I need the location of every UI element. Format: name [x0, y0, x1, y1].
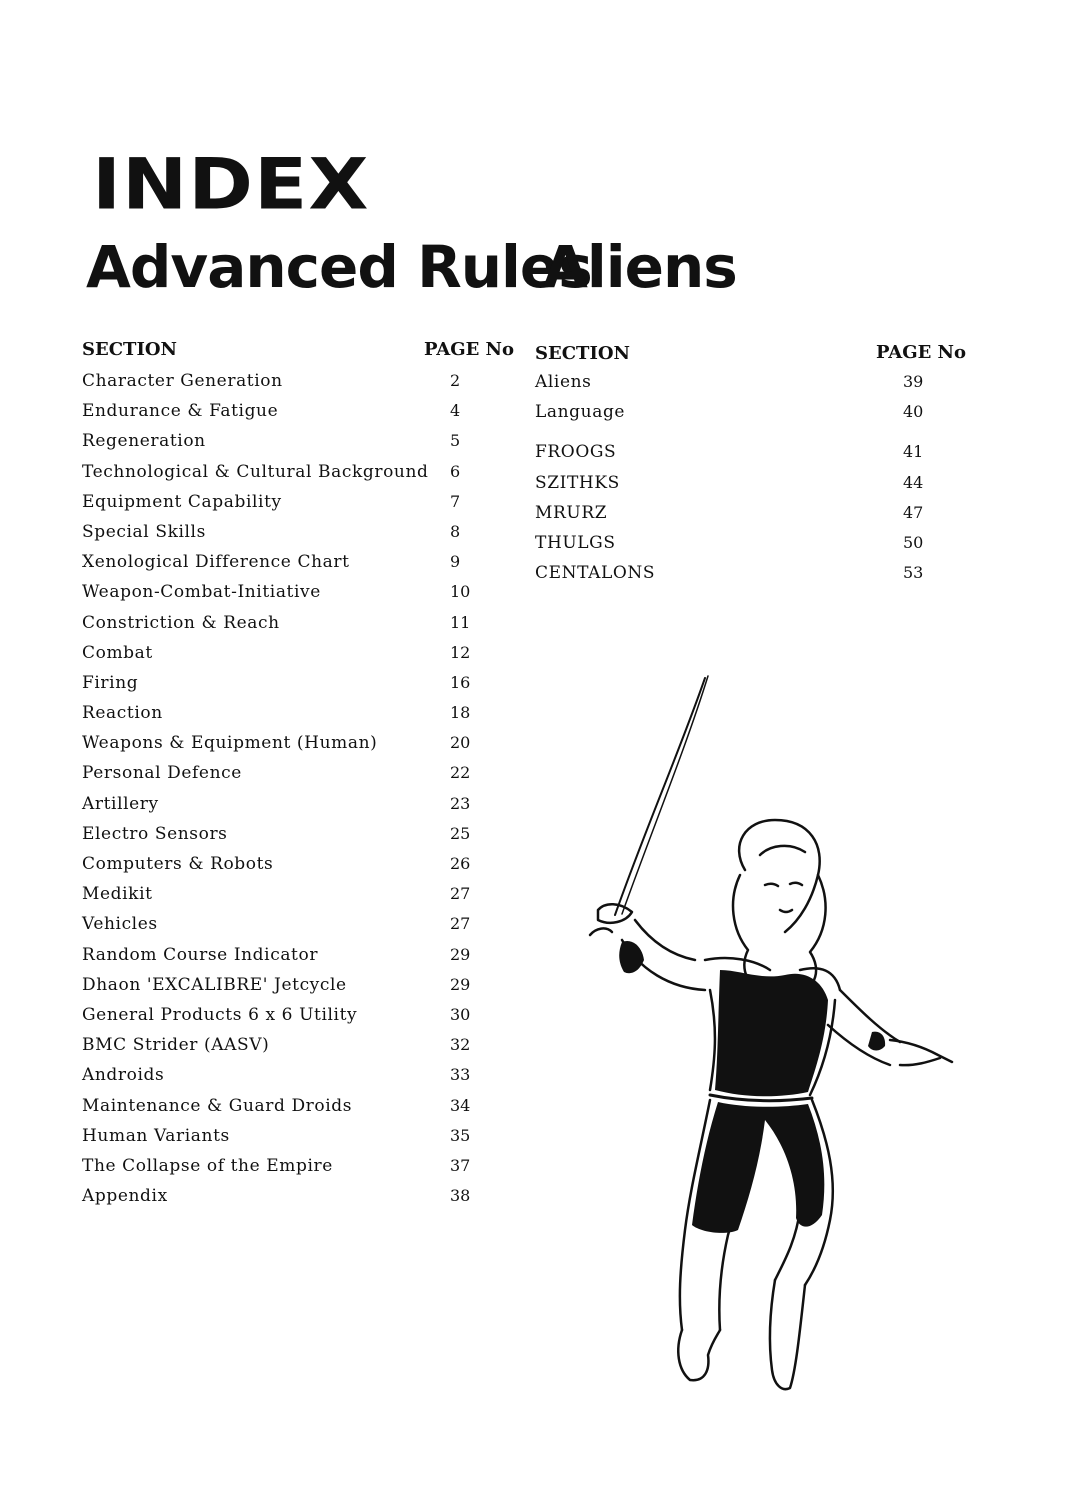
entry-page-number: 22: [450, 763, 471, 783]
index-entry: [535, 442, 975, 472]
index-entry: [82, 1126, 512, 1156]
index-entry: [82, 552, 512, 582]
index-entry: [82, 673, 512, 703]
entry-page-number: 53: [903, 563, 924, 583]
entry-page-number: 27: [450, 884, 471, 904]
index-entry: [82, 703, 512, 733]
entry-section-name: Maintenance & Guard Droids: [82, 1095, 353, 1116]
entry-section-name: Artillery: [82, 793, 159, 814]
entry-page-number: 11: [450, 612, 471, 632]
swordswoman-illustration: [560, 670, 980, 1400]
entry-section-name: Endurance & Fatigue: [82, 401, 279, 422]
entry-page-number: 40: [903, 402, 924, 422]
entry-page-number: 20: [450, 733, 471, 753]
entry-section-name: Dhaon 'EXCALIBRE' Jetcycle: [82, 974, 347, 995]
entry-page-number: 16: [450, 672, 471, 692]
entry-page-number: 50: [903, 532, 924, 552]
index-entry: [82, 462, 512, 492]
entry-page-number: 44: [903, 472, 924, 492]
entry-page-number: 10: [450, 582, 471, 602]
index-entry: [82, 582, 512, 612]
left-section-header: SECTION: [82, 339, 177, 360]
entry-section-name: Personal Defence: [82, 763, 242, 784]
index-entry: [82, 492, 512, 522]
entry-section-name: Regeneration: [82, 431, 206, 452]
index-entry: [82, 733, 512, 763]
entry-page-number: 6: [450, 461, 461, 481]
entry-page-number: 27: [450, 914, 471, 934]
entry-section-name: Constriction & Reach: [82, 612, 280, 633]
entry-section-name: The Collapse of the Empire: [82, 1155, 333, 1176]
entry-page-number: 2: [450, 371, 461, 390]
entry-section-name: FROOGS: [535, 442, 617, 463]
entry-page-number: 5: [450, 431, 461, 451]
entry-section-name: Firing: [82, 672, 139, 693]
entry-page-number: 9: [450, 552, 461, 572]
entry-section-name: Medikit: [82, 884, 153, 905]
right-page-header: PAGE No: [876, 342, 967, 363]
entry-section-name: Xenological Difference Chart: [82, 552, 350, 573]
right-section-header: SECTION: [535, 343, 630, 364]
index-entry: [82, 824, 512, 854]
entry-page-number: 29: [450, 974, 471, 994]
entry-page-number: 34: [450, 1095, 471, 1115]
index-entry: [82, 794, 512, 824]
page-title: INDEX: [92, 144, 370, 226]
entry-page-number: 23: [450, 793, 471, 813]
index-entry: [82, 854, 512, 884]
entry-section-name: SZITHKS: [535, 472, 620, 493]
entry-page-number: 32: [450, 1035, 471, 1055]
entry-section-name: Aliens: [535, 372, 592, 392]
entry-section-name: Equipment Capability: [82, 491, 282, 512]
entry-page-number: 8: [450, 521, 461, 541]
entry-section-name: Electro Sensors: [82, 823, 228, 844]
heading-aliens: Aliens: [543, 233, 737, 301]
entry-section-name: MRURZ: [535, 502, 608, 523]
entry-page-number: 33: [450, 1065, 471, 1085]
entry-page-number: 4: [450, 401, 461, 421]
entry-section-name: Appendix: [82, 1186, 168, 1207]
index-entry: [82, 1186, 512, 1216]
entry-page-number: 7: [450, 491, 461, 511]
entry-section-name: Language: [535, 402, 626, 423]
index-entry: [82, 914, 512, 944]
entry-section-name: THULGS: [535, 532, 616, 553]
entry-section-name: Technological & Cultural Background: [82, 461, 429, 482]
entry-page-number: 30: [450, 1004, 471, 1024]
entry-page-number: 29: [450, 944, 471, 964]
index-entry: [82, 884, 512, 914]
entry-section-name: General Products 6 x 6 Utility: [82, 1004, 358, 1025]
index-entry: [535, 402, 975, 432]
heading-advanced-rules: Advanced Rules: [86, 233, 592, 301]
entry-section-name: Reaction: [82, 703, 163, 724]
entry-section-name: Character Generation: [82, 371, 283, 391]
index-entry: [82, 763, 512, 793]
index-entry: [82, 401, 512, 431]
index-entry: [82, 522, 512, 552]
index-entry: [82, 1065, 512, 1095]
index-entry: [82, 371, 512, 401]
entry-section-name: Combat: [82, 642, 153, 663]
entry-page-number: 38: [450, 1186, 471, 1206]
index-entry: [535, 473, 975, 503]
entry-section-name: Weapon-Combat-Initiative: [82, 582, 321, 603]
entry-page-number: 12: [450, 642, 471, 662]
entry-page-number: 35: [450, 1125, 471, 1145]
entry-section-name: Computers & Robots: [82, 854, 274, 874]
index-entry: [535, 533, 975, 563]
entry-section-name: Vehicles: [82, 914, 158, 935]
index-entry: [535, 503, 975, 533]
advanced-rules-index-list: [82, 371, 512, 1216]
index-entry: [82, 1096, 512, 1126]
index-entry: [82, 1005, 512, 1035]
entry-page-number: 47: [903, 502, 924, 522]
index-entry: [82, 613, 512, 643]
entry-page-number: 41: [903, 442, 924, 462]
entry-page-number: 18: [450, 703, 471, 723]
entry-page-number: 26: [450, 854, 471, 873]
entry-section-name: Weapons & Equipment (Human): [82, 733, 378, 754]
entry-page-number: 37: [450, 1155, 471, 1175]
aliens-index-list: [535, 372, 975, 593]
index-entry: [82, 945, 512, 975]
entry-page-number: 39: [903, 372, 924, 391]
index-entry: [82, 1156, 512, 1186]
entry-section-name: CENTALONS: [535, 563, 656, 584]
entry-page-number: 25: [450, 823, 471, 843]
index-entry: [82, 643, 512, 673]
index-entry: [535, 563, 975, 593]
index-entry: [82, 431, 512, 461]
entry-section-name: Random Course Indicator: [82, 944, 319, 965]
index-entry: [82, 975, 512, 1005]
left-page-header: PAGE No: [424, 339, 515, 360]
entry-section-name: BMC Strider (AASV): [82, 1035, 270, 1056]
entry-section-name: Androids: [82, 1065, 165, 1086]
index-entry: [535, 372, 975, 402]
entry-section-name: Special Skills: [82, 521, 206, 542]
entry-section-name: Human Variants: [82, 1125, 230, 1146]
index-entry: [82, 1035, 512, 1065]
